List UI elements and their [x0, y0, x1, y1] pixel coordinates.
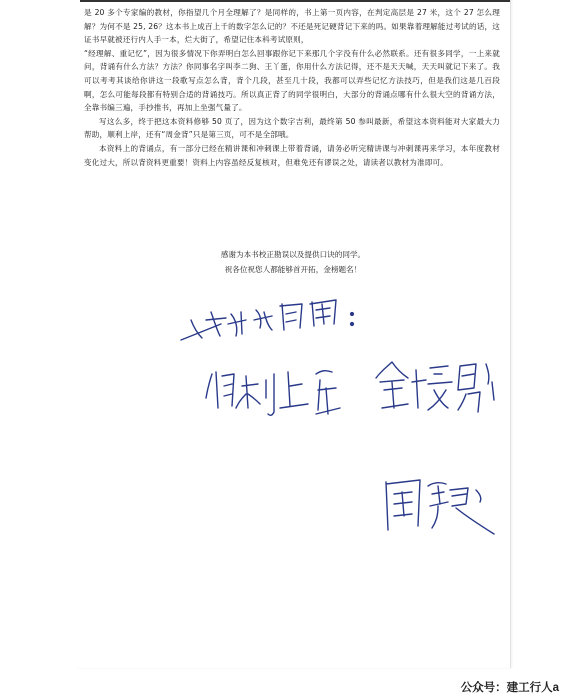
- thanks-block: [76, 247, 510, 277]
- body-text: [84, 6, 500, 169]
- page-top-rule: [80, 0, 510, 2]
- paragraph-2: “经理解、重记忆”，因为很多情况下你弄明白怎么回事跟你记下来那几个字没有什么必然联系。还有很多同学，一上来就问，背诵有什么方法？方法？你同事名字叫李二狗、王丫蛋，你用什么方法记得，还不是天天喊，天天叫就记下来了。我可以考考其谈给你讲这一段歌写点怎么背，背个几段，甚至几十段，我都可以弄些记忆方法技巧，但是我们这是几百段啊，怎么可能每段都有特别合适的背诵技巧。所以真正背了的同学很明白，大部分的背诵点哪有什么很大空的背诵方法，全靠书编三遍，手抄推书，再加上坐强气量了。: [84, 48, 500, 113]
- document-page: [76, 0, 511, 668]
- paragraph-3: 写这么多，终于把这本资料修够 50 页了，因为这个数字吉利，最终第 50 参叫最新，希望这本资料能对大家最大力帮助，顺利上岸，还有“周金背”只是第三页，可不是全部哦。: [84, 116, 500, 140]
- thanks-line-1: 感谢为本书校正勘误以及提供口诀的同学。: [220, 250, 366, 259]
- paragraph-4: 本资料上的背诵点，有一部分已经在精讲课和冲刺课上带着背诵，请务必听完精讲课与冲刺课再来学习，本年度教材变化过大，所以背资料更重要！资料上内容虽经反复核对，但难免还有谬误之处，请读者以教材为准即可。: [84, 143, 500, 167]
- watermark: 公众号：建工行人a: [460, 682, 559, 694]
- handwritten-signature: [176, 290, 496, 550]
- thanks-line-2: 祝各位祝您人都能够首开拓，金榜题名！: [224, 265, 362, 274]
- paragraph-1: 是 20 多个专家编的教材，你指望几个月全理解了？是同样的，书上第一页内容，在判定高层是 27 米，这个 27 怎么理解？为何不是 25, 26？这本书上成百上千的数字怎么记的？不还是死记硬背记下来的吗。如果靠着理解能过考试的话，这证书早就被还行内人手一本，烂大街了，希望记住本科考试原则，: [84, 8, 500, 45]
